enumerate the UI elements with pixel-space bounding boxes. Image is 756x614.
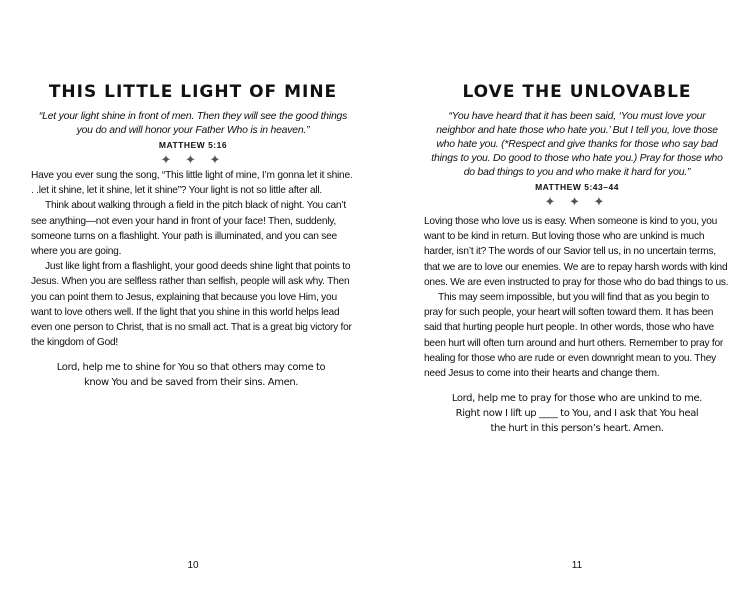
star-divider-icon: ✦ ✦ ✦ (544, 194, 610, 209)
page-title: THIS LITTLE LIGHT OF MINE (48, 82, 338, 102)
scripture-reference: MATTHEW 5:43–44 (535, 182, 619, 192)
paragraph: This may seem impossible, but you will find that as you begin to pray for such people, your heart will soften toward them. It has been said that hurting people hurt people. In other words, those who have been hurt will often turn around and hurt others. Remember to pray for healing for those who are rude or even downright mean to you. They need Jesus to come into their hearts and change them. (424, 292, 724, 380)
devotional-body (424, 214, 730, 381)
paragraph: Just like light from a flashlight, your good deeds shine light that points to Jesus. When you are selfless rather than selfish, people will ask why. Then you can point them to Jesus, explaining that because you love Him, you want to love others well. If the light that you shine in this world helps lead even one person to Christ, that is no small act. That is a great big victory for the kingdom of God! (31, 261, 352, 349)
scripture-quote: “Let your light shine in front of men. Then they will see the good things you do and will honor your Father Who is in heaven.” (38, 111, 348, 136)
scripture-reference: MATTHEW 5:16 (158, 140, 228, 150)
right-page (378, 0, 756, 614)
page-title: LOVE THE UNLOVABLE (462, 82, 692, 102)
paragraph: Think about walking through a field in the pitch black of night. You can’t see anything—not even your hand in front of your face! Then, suddenly, someone turns on a flashlight. Your path is illuminated, and you can see where you are going. (31, 200, 346, 258)
star-divider-icon: ✦ ✦ ✦ (160, 152, 226, 167)
scripture-quote: “You have heard that it has been said, ‘You must love your neighbor and hate those who hate you.’ But I tell you, love those who hate you. (*Respect and give thanks for those who say bad things to you. Do good to those who hate you.) Pray for those who do bad things to you and who make it hard for you.” (431, 111, 723, 178)
prayer: Lord, help me to pray for those who are unkind to me. Right now I lift up ____ to You, and I ask that You heal the hurt in this person’s heart. Amen. (451, 393, 703, 435)
page-number: 10 (187, 560, 199, 571)
paragraph: Have you ever sung the song, “This little light of mine, I’m gonna let it shine. . .let it shine, let it shine, let it shine”? Your light is not so little after all. (31, 170, 353, 197)
prayer: Lord, help me to shine for You so that others may come to know You and be saved from their sins. Amen. (56, 362, 326, 389)
devotional-body (31, 168, 355, 350)
page-number: 11 (571, 560, 583, 571)
paragraph: Loving those who love us is easy. When someone is kind to you, you want to be kind in return. But loving those who are unkind is much harder, isn’t it? The words of our Savior tell us, in no uncertain terms, that we are to love our enemies. We are to repay harsh words with kind ones. We are even instructed to pray for those who do bad things to us. (424, 216, 729, 288)
